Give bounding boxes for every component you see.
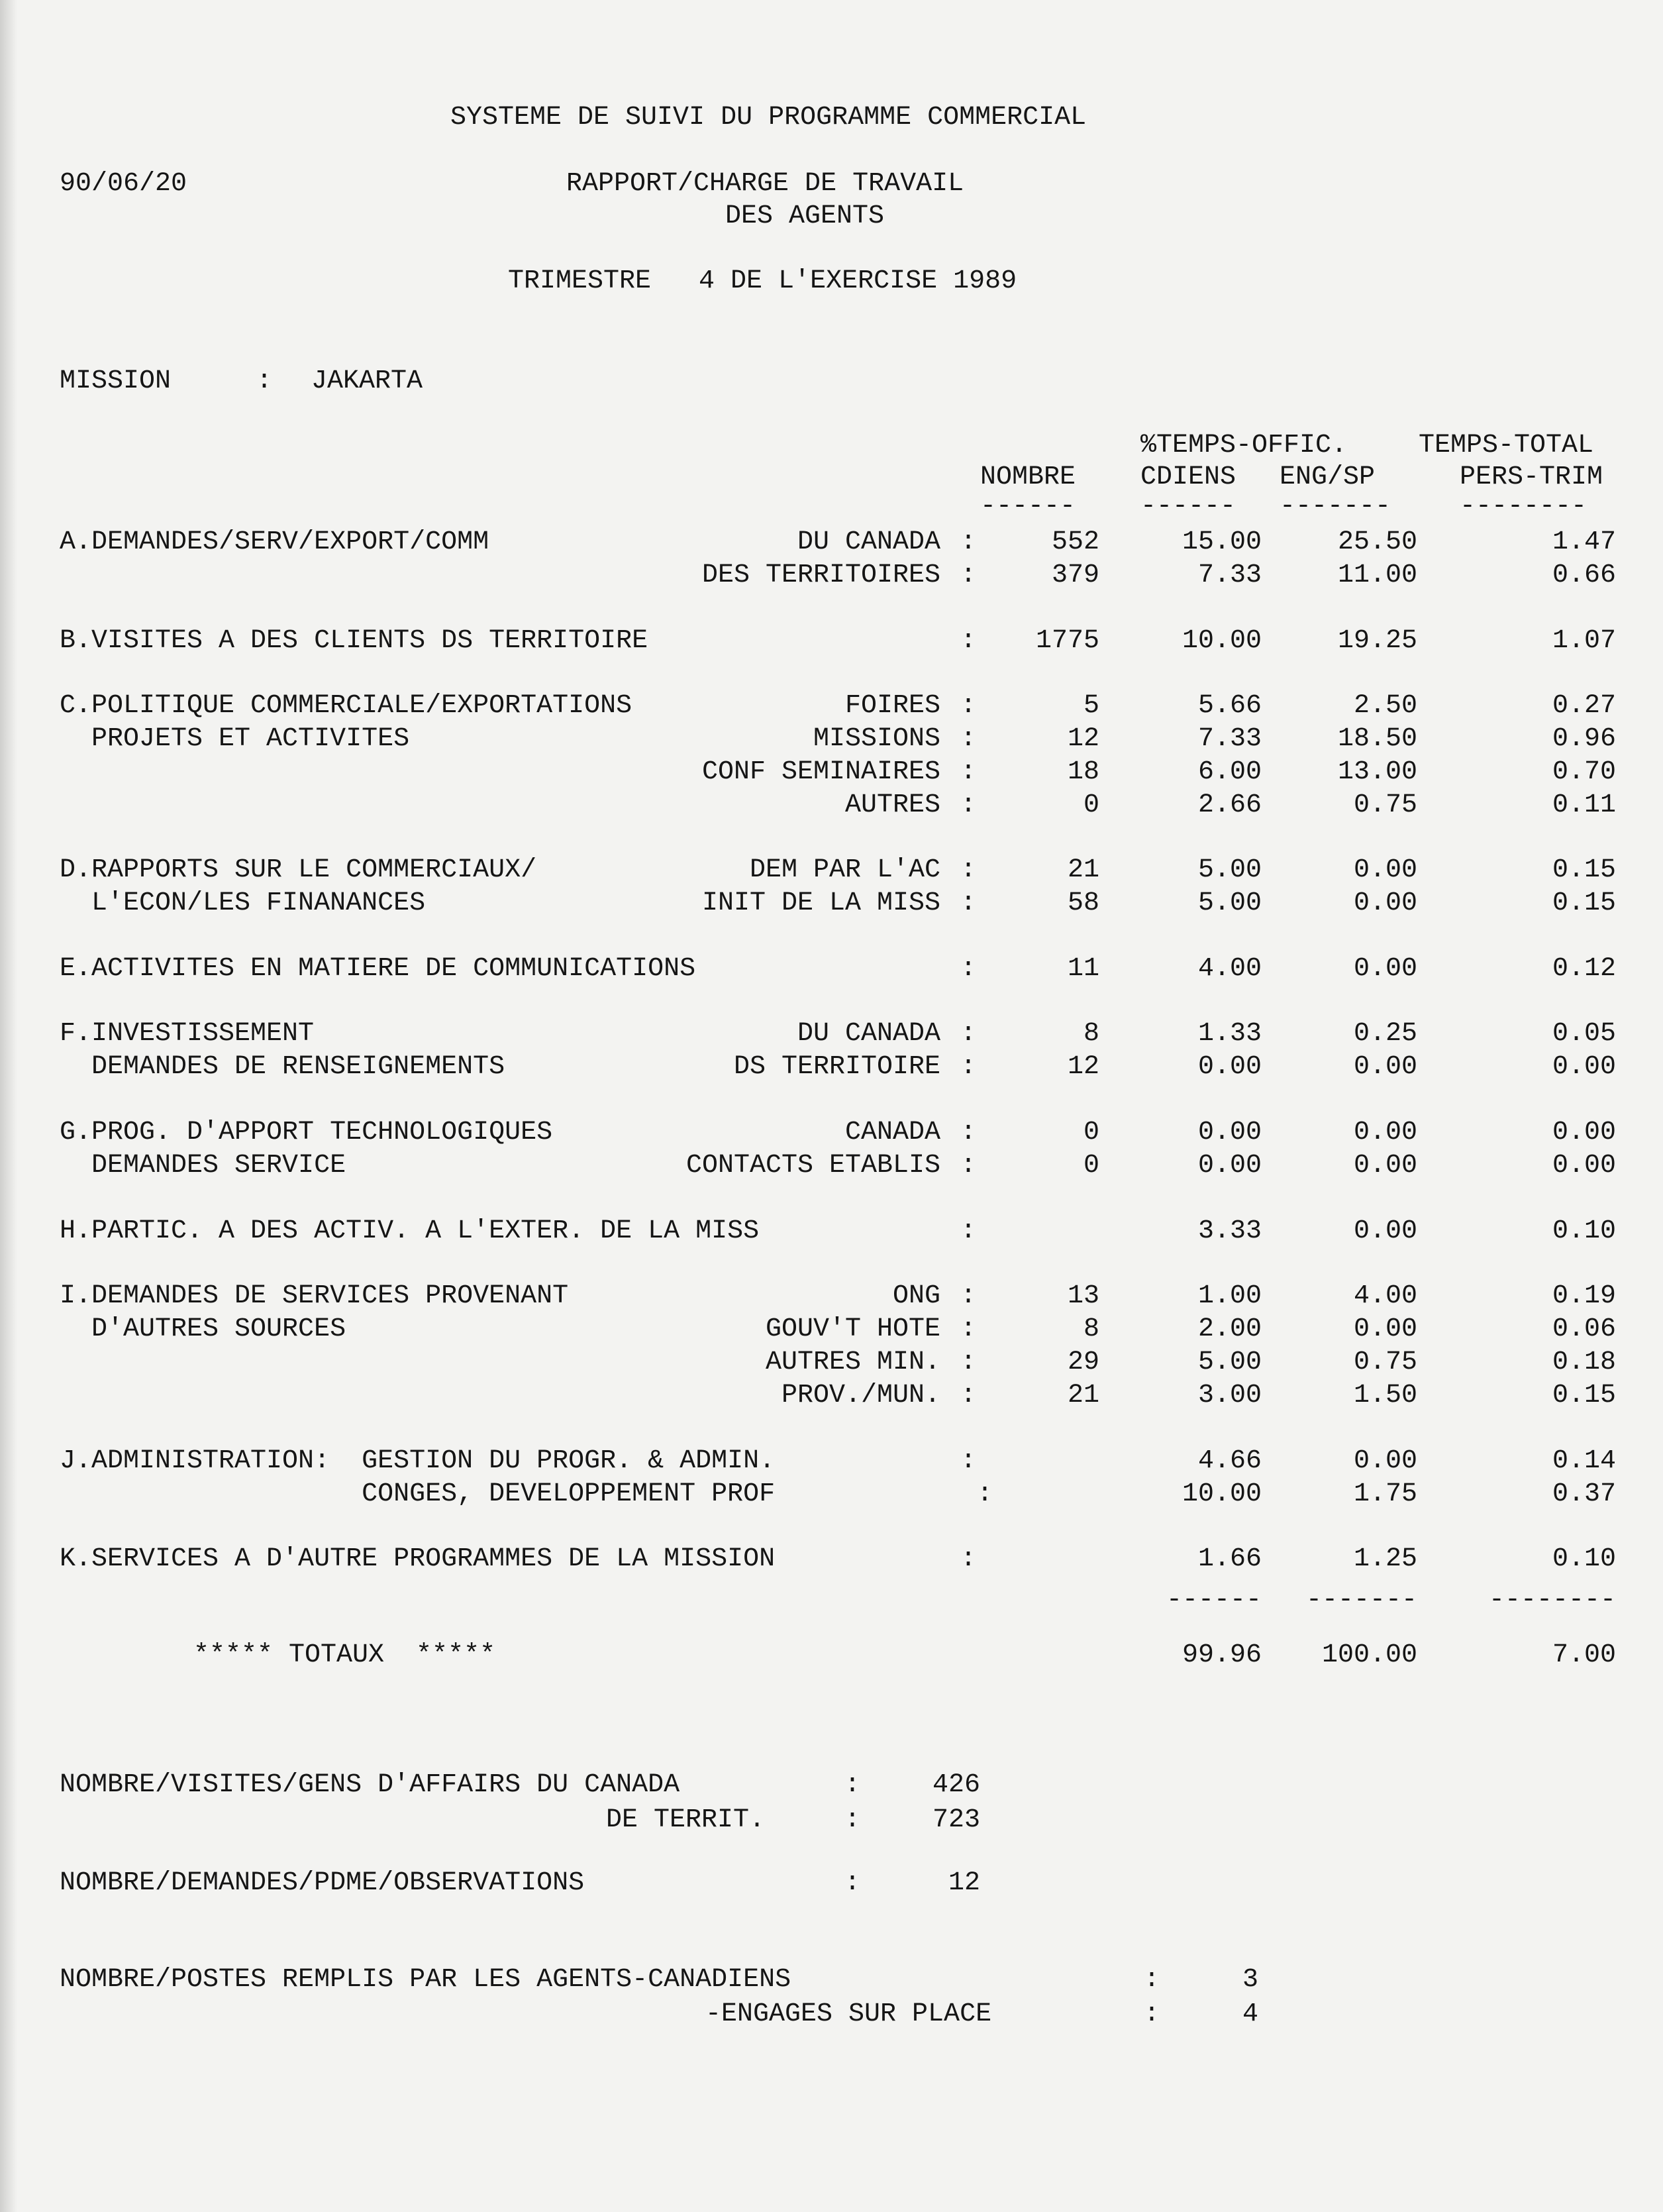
row-label: G.PROG. D'APPORT TECHNOLOGIQUES	[60, 1118, 553, 1147]
row-colon: :	[960, 724, 977, 754]
row-cdiens: 1.33	[1197, 1019, 1262, 1049]
row-cdiens: 5.66	[1197, 691, 1262, 721]
pdme-value: 12	[948, 1868, 980, 1898]
total-perstrim: 7.00	[1552, 1640, 1616, 1670]
territ-label: DE TERRIT.	[606, 1805, 766, 1835]
row-label: A.DEMANDES/SERV/EXPORT/COMM	[60, 527, 489, 557]
row-perstrim: 0.37	[1552, 1479, 1616, 1509]
row-engsp: 0.75	[1353, 1347, 1417, 1377]
row-engsp: 1.25	[1353, 1544, 1417, 1574]
row-sublabel: CANADA	[844, 1118, 940, 1147]
row-colon: :	[960, 1151, 977, 1181]
row-cdiens: 1.66	[1197, 1544, 1262, 1574]
row-cdiens: 15.00	[1182, 527, 1262, 557]
row-cdiens: 0.00	[1197, 1052, 1262, 1082]
row-engsp: 0.00	[1353, 954, 1417, 984]
row-cdiens: 0.00	[1197, 1118, 1262, 1147]
row-perstrim: 0.15	[1552, 855, 1616, 885]
row-label: C.POLITIQUE COMMERCIALE/EXPORTATIONS	[60, 691, 632, 721]
row-nombre: 29	[1067, 1347, 1099, 1377]
mission-separator: :	[256, 366, 273, 396]
row-cdiens: 5.00	[1197, 1347, 1262, 1377]
row-sublabel: CONTACTS ETABLIS	[685, 1151, 940, 1181]
row-label: PROJETS ET ACTIVITES	[60, 724, 410, 754]
row-cdiens: 2.66	[1197, 790, 1262, 820]
row-sublabel: INIT DE LA MISS	[701, 888, 940, 918]
total-engsp: 100.00	[1321, 1640, 1417, 1670]
row-engsp: 18.50	[1337, 724, 1417, 754]
row-label: DEMANDES SERVICE	[60, 1151, 346, 1181]
row-engsp: 11.00	[1337, 560, 1417, 590]
mission-value: JAKARTA	[311, 366, 423, 396]
row-engsp: 1.50	[1353, 1381, 1417, 1410]
row-nombre: 18	[1067, 757, 1099, 787]
row-cdiens: 4.66	[1197, 1446, 1262, 1476]
row-engsp: 0.00	[1353, 888, 1417, 918]
row-perstrim: 0.10	[1552, 1544, 1616, 1574]
page-edge-shadow	[0, 0, 17, 2212]
row-perstrim: 0.00	[1552, 1052, 1616, 1082]
row-cdiens: 0.00	[1197, 1151, 1262, 1181]
engages-colon: :	[1144, 1999, 1160, 2029]
col-header-pct-temps: %TEMPS-OFFIC.	[1140, 431, 1348, 460]
row-engsp: 0.00	[1353, 855, 1417, 885]
report-period: TRIMESTRE 4 DE L'EXERCISE 1989	[508, 266, 1017, 296]
row-engsp: 13.00	[1337, 757, 1417, 787]
row-sublabel: AUTRES	[844, 790, 940, 820]
row-perstrim: 0.96	[1552, 724, 1616, 754]
postes-canadiens-value: 3	[1242, 1965, 1258, 1995]
visites-colon: :	[844, 1770, 861, 1800]
postes-label: NOMBRE/POSTES REMPLIS PAR LES AGENTS-CANADIENS	[60, 1965, 791, 1995]
col-rule-engsp: -------	[1280, 492, 1391, 521]
pdme-label: NOMBRE/DEMANDES/PDME/OBSERVATIONS	[60, 1868, 585, 1898]
row-engsp: 1.75	[1353, 1479, 1417, 1509]
system-title: SYSTEME DE SUIVI DU PROGRAMME COMMERCIAL	[450, 103, 1087, 132]
mission-label: MISSION	[60, 366, 172, 396]
row-perstrim: 0.70	[1552, 757, 1616, 787]
row-label: H.PARTIC. A DES ACTIV. A L'EXTER. DE LA MISS	[60, 1216, 760, 1246]
row-nombre: 1775	[1035, 626, 1099, 656]
row-sublabel: FOIRES	[844, 691, 940, 721]
row-perstrim: 0.05	[1552, 1019, 1616, 1049]
row-cdiens: 5.00	[1197, 855, 1262, 885]
total-rule-perstrim: --------	[1488, 1585, 1616, 1615]
row-label: D.RAPPORTS SUR LE COMMERCIAUX/	[60, 855, 537, 885]
col-header-temps-total: TEMPS-TOTAL	[1419, 431, 1594, 460]
row-colon: :	[960, 757, 977, 787]
row-sublabel: ONG	[892, 1281, 940, 1311]
row-perstrim: 0.19	[1552, 1281, 1616, 1311]
row-colon: :	[960, 790, 977, 820]
row-perstrim: 0.06	[1552, 1314, 1616, 1344]
row-label: E.ACTIVITES EN MATIERE DE COMMUNICATIONS	[60, 954, 696, 984]
row-colon: :	[960, 954, 977, 984]
row-label: D'AUTRES SOURCES	[60, 1314, 346, 1344]
row-engsp: 0.00	[1353, 1118, 1417, 1147]
row-sublabel: AUTRES MIN.	[765, 1347, 940, 1377]
row-perstrim: 0.00	[1552, 1151, 1616, 1181]
row-nombre: 8	[1083, 1019, 1099, 1049]
row-cdiens: 3.33	[1197, 1216, 1262, 1246]
row-engsp: 25.50	[1337, 527, 1417, 557]
row-perstrim: 1.07	[1552, 626, 1616, 656]
row-colon: :	[960, 1381, 977, 1410]
row-cdiens: 10.00	[1182, 626, 1262, 656]
row-sublabel: DES TERRITOIRES	[701, 560, 940, 590]
row-colon: :	[960, 1281, 977, 1311]
row-cdiens: 4.00	[1197, 954, 1262, 984]
row-colon: :	[960, 527, 977, 557]
row-nombre: 11	[1067, 954, 1099, 984]
row-colon: :	[960, 1216, 977, 1246]
row-label: K.SERVICES A D'AUTRE PROGRAMMES DE LA MISSION	[60, 1544, 776, 1574]
row-colon: :	[960, 1347, 977, 1377]
row-sublabel: DS TERRITOIRE	[733, 1052, 940, 1082]
row-sublabel: PROV./MUN.	[781, 1381, 940, 1410]
row-cdiens: 3.00	[1197, 1381, 1262, 1410]
visites-label: NOMBRE/VISITES/GENS D'AFFAIRS DU CANADA	[60, 1770, 680, 1800]
row-colon: :	[960, 1314, 977, 1344]
row-nombre: 5	[1083, 691, 1099, 721]
col-header-engsp: ENG/SP	[1280, 462, 1376, 492]
row-label: L'ECON/LES FINANANCES	[60, 888, 426, 918]
col-header-nombre: NOMBRE	[980, 462, 1076, 492]
col-rule-cdiens: ------	[1140, 492, 1236, 521]
row-engsp: 0.00	[1353, 1151, 1417, 1181]
row-nombre: 58	[1067, 888, 1099, 918]
row-sublabel: DU CANADA	[797, 527, 940, 557]
row-nombre: 552	[1051, 527, 1099, 557]
col-header-perstrim: PERS-TRIM	[1460, 462, 1603, 492]
row-cdiens: 2.00	[1197, 1314, 1262, 1344]
row-nombre: 13	[1067, 1281, 1099, 1311]
row-nombre: 0	[1083, 1151, 1099, 1181]
row-colon: :	[960, 1544, 977, 1574]
row-sublabel: DU CANADA	[797, 1019, 940, 1049]
total-rule-cdiens: ------	[1166, 1585, 1262, 1615]
row-colon: :	[960, 626, 977, 656]
row-perstrim: 0.18	[1552, 1347, 1616, 1377]
row-colon: :	[960, 1118, 977, 1147]
row-nombre: 12	[1067, 1052, 1099, 1082]
row-cdiens: 6.00	[1197, 757, 1262, 787]
row-perstrim: 0.66	[1552, 560, 1616, 590]
row-colon: :	[960, 1446, 977, 1476]
row-perstrim: 0.15	[1552, 1381, 1616, 1410]
row-label: B.VISITES A DES CLIENTS DS TERRITOIRE	[60, 626, 648, 656]
row-sublabel: GOUV'T HOTE	[765, 1314, 940, 1344]
row-label: DEMANDES DE RENSEIGNEMENTS	[60, 1052, 505, 1082]
report-date: 90/06/20	[60, 169, 187, 199]
row-perstrim: 0.11	[1552, 790, 1616, 820]
row-nombre: 21	[1067, 855, 1099, 885]
row-sublabel: CONF SEMINAIRES	[701, 757, 940, 787]
row-colon: :	[960, 888, 977, 918]
report-title-line1: RAPPORT/CHARGE DE TRAVAIL	[566, 169, 964, 199]
row-label: F.INVESTISSEMENT	[60, 1019, 315, 1049]
row-label: J.ADMINISTRATION: GESTION DU PROGR. & ADMIN.	[60, 1446, 776, 1476]
total-rule-engsp: -------	[1305, 1585, 1417, 1615]
row-nombre: 0	[1083, 1118, 1099, 1147]
row-engsp: 2.50	[1353, 691, 1417, 721]
row-colon: :	[960, 855, 977, 885]
row-colon: :	[960, 691, 977, 721]
row-colon: :	[960, 1052, 977, 1082]
row-cdiens: 5.00	[1197, 888, 1262, 918]
row-perstrim: 0.10	[1552, 1216, 1616, 1246]
row-nombre: 21	[1067, 1381, 1099, 1410]
row-colon: :	[977, 1479, 993, 1509]
row-perstrim: 1.47	[1552, 527, 1616, 557]
row-sublabel: DEM PAR L'AC	[749, 855, 940, 885]
row-nombre: 8	[1083, 1314, 1099, 1344]
row-cdiens: 1.00	[1197, 1281, 1262, 1311]
row-label: CONGES, DEVELOPPEMENT PROF	[60, 1479, 776, 1509]
row-engsp: 19.25	[1337, 626, 1417, 656]
row-nombre: 12	[1067, 724, 1099, 754]
row-nombre: 379	[1051, 560, 1099, 590]
row-perstrim: 0.12	[1552, 954, 1616, 984]
row-colon: :	[960, 560, 977, 590]
report-title-line2: DES AGENTS	[725, 201, 885, 231]
row-sublabel: MISSIONS	[813, 724, 940, 754]
row-engsp: 0.25	[1353, 1019, 1417, 1049]
row-colon: :	[960, 1019, 977, 1049]
row-engsp: 4.00	[1353, 1281, 1417, 1311]
pdme-colon: :	[844, 1868, 861, 1898]
row-perstrim: 0.00	[1552, 1118, 1616, 1147]
row-engsp: 0.75	[1353, 790, 1417, 820]
col-rule-perstrim: --------	[1460, 492, 1587, 521]
row-cdiens: 10.00	[1182, 1479, 1262, 1509]
visites-canada-value: 426	[932, 1770, 980, 1800]
row-perstrim: 0.15	[1552, 888, 1616, 918]
row-cdiens: 7.33	[1197, 724, 1262, 754]
col-rule-nombre: ------	[980, 492, 1076, 521]
col-header-cdiens: CDIENS	[1140, 462, 1236, 492]
engages-label: -ENGAGES SUR PLACE	[705, 1999, 992, 2029]
row-cdiens: 7.33	[1197, 560, 1262, 590]
row-label: I.DEMANDES DE SERVICES PROVENANT	[60, 1281, 569, 1311]
row-engsp: 0.00	[1353, 1216, 1417, 1246]
row-perstrim: 0.27	[1552, 691, 1616, 721]
postes-engages-value: 4	[1242, 1999, 1258, 2029]
row-engsp: 0.00	[1353, 1314, 1417, 1344]
total-cdiens: 99.96	[1182, 1640, 1262, 1670]
totals-label: ***** TOTAUX *****	[193, 1640, 496, 1670]
territ-colon: :	[844, 1805, 861, 1835]
visites-territ-value: 723	[932, 1805, 980, 1835]
row-nombre: 0	[1083, 790, 1099, 820]
row-perstrim: 0.14	[1552, 1446, 1616, 1476]
postes-colon: :	[1144, 1965, 1160, 1995]
row-engsp: 0.00	[1353, 1446, 1417, 1476]
row-engsp: 0.00	[1353, 1052, 1417, 1082]
